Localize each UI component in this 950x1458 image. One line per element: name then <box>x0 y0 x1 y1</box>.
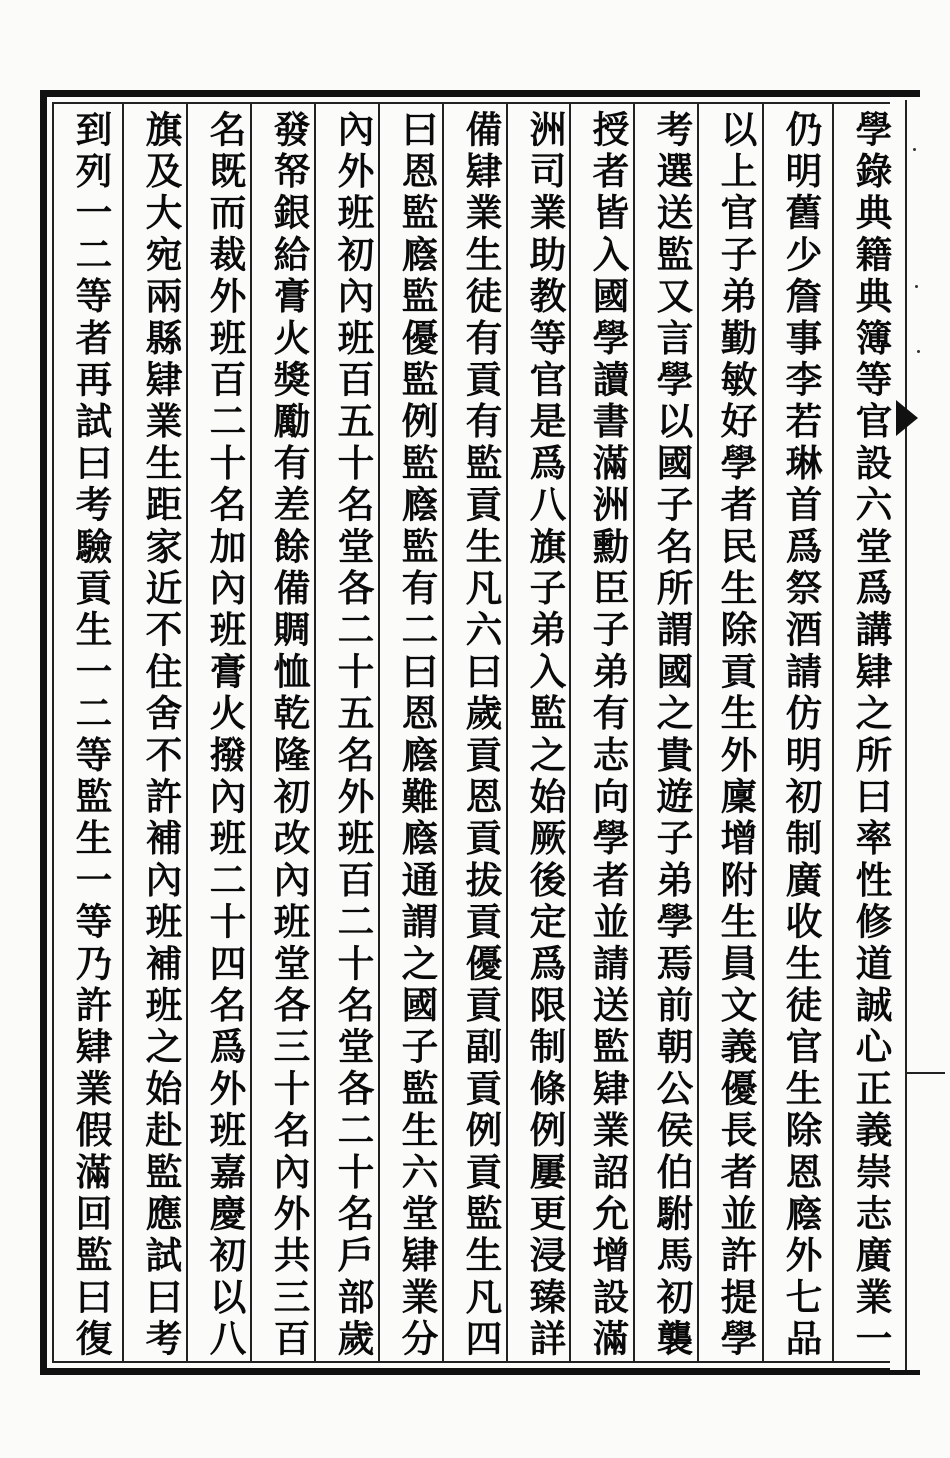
text-column <box>320 104 386 1362</box>
text-column <box>192 104 258 1362</box>
text-columns <box>56 104 896 1362</box>
text-column <box>128 104 194 1362</box>
ink-speck <box>917 350 920 353</box>
column-text: 旗及大宛兩縣肄業生距家近不住舍不許補內班補班之始赴監應試曰考 <box>140 110 183 1361</box>
text-column <box>448 104 514 1362</box>
column-text: 發帑銀給膏火獎勵有差餘備賙恤乾隆初改內班堂各三十名內外共三百 <box>268 110 311 1361</box>
column-text: 名既而裁外班百二十名加內班膏火撥內班二十四名爲外班嘉慶初以八 <box>204 110 247 1361</box>
column-text: 授者皆入國學讀書滿洲勳臣子弟有志向學者並請送監肄業詔允增設滿 <box>587 110 630 1361</box>
text-column <box>512 104 578 1362</box>
ink-speck <box>915 285 918 288</box>
text-column <box>703 104 769 1362</box>
column-text: 到列一二等者再試曰考驗貢生一二等監生一等乃許肄業假滿回監曰復 <box>70 110 113 1361</box>
column-text: 內外班初內班百五十名堂各二十五名外班百二十名堂各二十名戶部歲 <box>332 110 375 1361</box>
column-text: 洲司業助教等官是爲八旗子弟入監之始厥後定爲限制條例屢更浸臻詳 <box>524 110 567 1361</box>
column-text: 以上官子弟勤敏好學者民生除貢生外廩增附生員文義優長者並許提學 <box>715 110 758 1361</box>
text-column <box>575 104 641 1362</box>
column-text: 考選送監又言學以國子名所謂國之貴遊子弟學焉前朝公侯伯駙馬初襲 <box>651 110 694 1361</box>
column-text: 備肄業生徒有貢有監貢生凡六曰歲貢恩貢拔貢優貢副貢例貢監生凡四 <box>460 110 503 1361</box>
ink-speck <box>913 148 916 151</box>
text-column <box>256 104 322 1362</box>
fold-tick <box>905 1072 945 1074</box>
text-column <box>639 104 705 1362</box>
column-text: 仍明舊少詹事李若琳首爲祭酒請仿明初制廣收生徒官生除恩廕外七品 <box>780 110 823 1361</box>
column-text: 學錄典籍典簿等官設六堂爲講肄之所曰率性修道誠心正義崇志廣業一 <box>850 110 893 1361</box>
text-column <box>838 104 904 1362</box>
column-text: 曰恩監廕監優監例監廕監有二曰恩廕難廕通謂之國子監生六堂肄業分 <box>396 110 439 1361</box>
text-column <box>384 104 450 1362</box>
text-column <box>58 104 124 1362</box>
text-column <box>768 104 834 1362</box>
fold-line <box>905 100 907 1370</box>
